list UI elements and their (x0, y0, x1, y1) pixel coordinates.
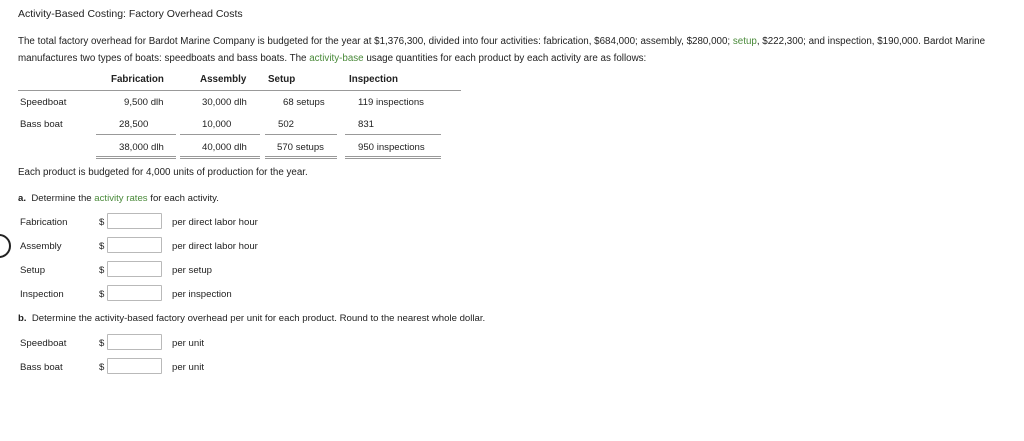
total-rule-inspection (345, 156, 441, 157)
part-b-question: b. Determine the activity-based factory overhead per unit for each product. Round to the nearest whole dollar. (18, 313, 486, 324)
unit-bassboat-overhead: per unit (172, 362, 204, 373)
cell-speedboat-inspection: 119 inspections (358, 97, 424, 108)
total-rule-fabrication (96, 156, 176, 157)
currency-symbol: $ (99, 289, 105, 300)
unit-speedboat-overhead: per unit (172, 338, 204, 349)
unit-inspection-rate: per inspection (172, 289, 232, 300)
total-setup: 570 setups (277, 142, 324, 153)
total-rule-setup-2 (265, 158, 337, 159)
setup-glossary-link[interactable]: setup (732, 36, 757, 47)
total-rule-inspection-2 (345, 158, 441, 159)
row-label-speedboat: Speedboat (20, 97, 67, 108)
header-inspection: Inspection (349, 74, 398, 85)
label-assembly-rate: Assembly (20, 241, 62, 252)
problem-intro (18, 33, 1008, 67)
total-rule-setup (265, 156, 337, 157)
label-bassboat-overhead: Bass boat (20, 362, 63, 373)
speedboat-overhead-input[interactable] (107, 334, 162, 350)
unit-fabrication-rate: per direct labor hour (172, 217, 258, 228)
cell-bassboat-inspection: 831 (358, 119, 375, 130)
setup-rate-input[interactable] (107, 261, 162, 277)
unit-setup-rate: per setup (172, 265, 213, 276)
cell-bassboat-fabrication: 28,500 (119, 119, 149, 130)
total-rule-fabrication-2 (96, 158, 176, 159)
cell-speedboat-fabrication: 9,500 dlh (124, 97, 164, 108)
intro-text-2: , $222,300; and inspection, $190,000. Bardot Marine manufactures two types of boats: speedboats and bass boats. The (18, 36, 986, 64)
currency-symbol: $ (99, 241, 105, 252)
total-fabrication: 38,000 dlh (119, 142, 164, 153)
total-rule-assembly-2 (180, 158, 260, 159)
production-note: Each product is budgeted for 4,000 units of production for the year. (18, 167, 308, 178)
header-fabrication: Fabrication (111, 74, 164, 85)
total-assembly: 40,000 dlh (202, 142, 247, 153)
table-header-rule (18, 90, 461, 91)
assembly-rate-input[interactable] (107, 237, 162, 253)
sum-rule-inspection (345, 134, 441, 135)
part-a-question: a. Determine the activity rates for each activity. (18, 193, 219, 204)
intro-text-3: usage quantities for each product by each activity are as follows: (363, 53, 647, 64)
currency-symbol: $ (99, 265, 105, 276)
sum-rule-assembly (180, 134, 260, 135)
inspection-rate-input[interactable] (107, 285, 162, 301)
header-setup: Setup (268, 74, 296, 85)
total-rule-assembly (180, 156, 260, 157)
activity-base-glossary-link[interactable]: activity-base (309, 53, 364, 64)
cell-speedboat-setup: 68 setups (283, 97, 325, 108)
label-setup-rate: Setup (20, 265, 46, 276)
currency-symbol: $ (99, 338, 105, 349)
row-label-bass-boat: Bass boat (20, 119, 63, 130)
cell-bassboat-setup: 502 (278, 119, 295, 130)
fabrication-rate-input[interactable] (107, 213, 162, 229)
sum-rule-fabrication (96, 134, 176, 135)
bassboat-overhead-input[interactable] (107, 358, 162, 374)
label-speedboat-overhead: Speedboat (20, 338, 67, 349)
cursor-circle-indicator (0, 234, 11, 258)
cell-bassboat-assembly: 10,000 (202, 119, 232, 130)
currency-symbol: $ (99, 217, 105, 228)
cell-speedboat-assembly: 30,000 dlh (202, 97, 247, 108)
label-inspection-rate: Inspection (20, 289, 64, 300)
activity-rates-glossary-link[interactable]: activity rates (94, 193, 148, 204)
unit-assembly-rate: per direct labor hour (172, 241, 258, 252)
label-fabrication-rate: Fabrication (20, 217, 68, 228)
sum-rule-setup (265, 134, 337, 135)
total-inspection: 950 inspections (358, 142, 425, 153)
header-assembly: Assembly (200, 74, 247, 85)
currency-symbol: $ (99, 362, 105, 373)
page-title: Activity-Based Costing: Factory Overhead Costs (18, 8, 243, 20)
intro-text-1: The total factory overhead for Bardot Marine Company is budgeted for the year at $1,376,300, divided into four activities: fabrication, $684,000; assembly, $280,000; (18, 36, 733, 47)
